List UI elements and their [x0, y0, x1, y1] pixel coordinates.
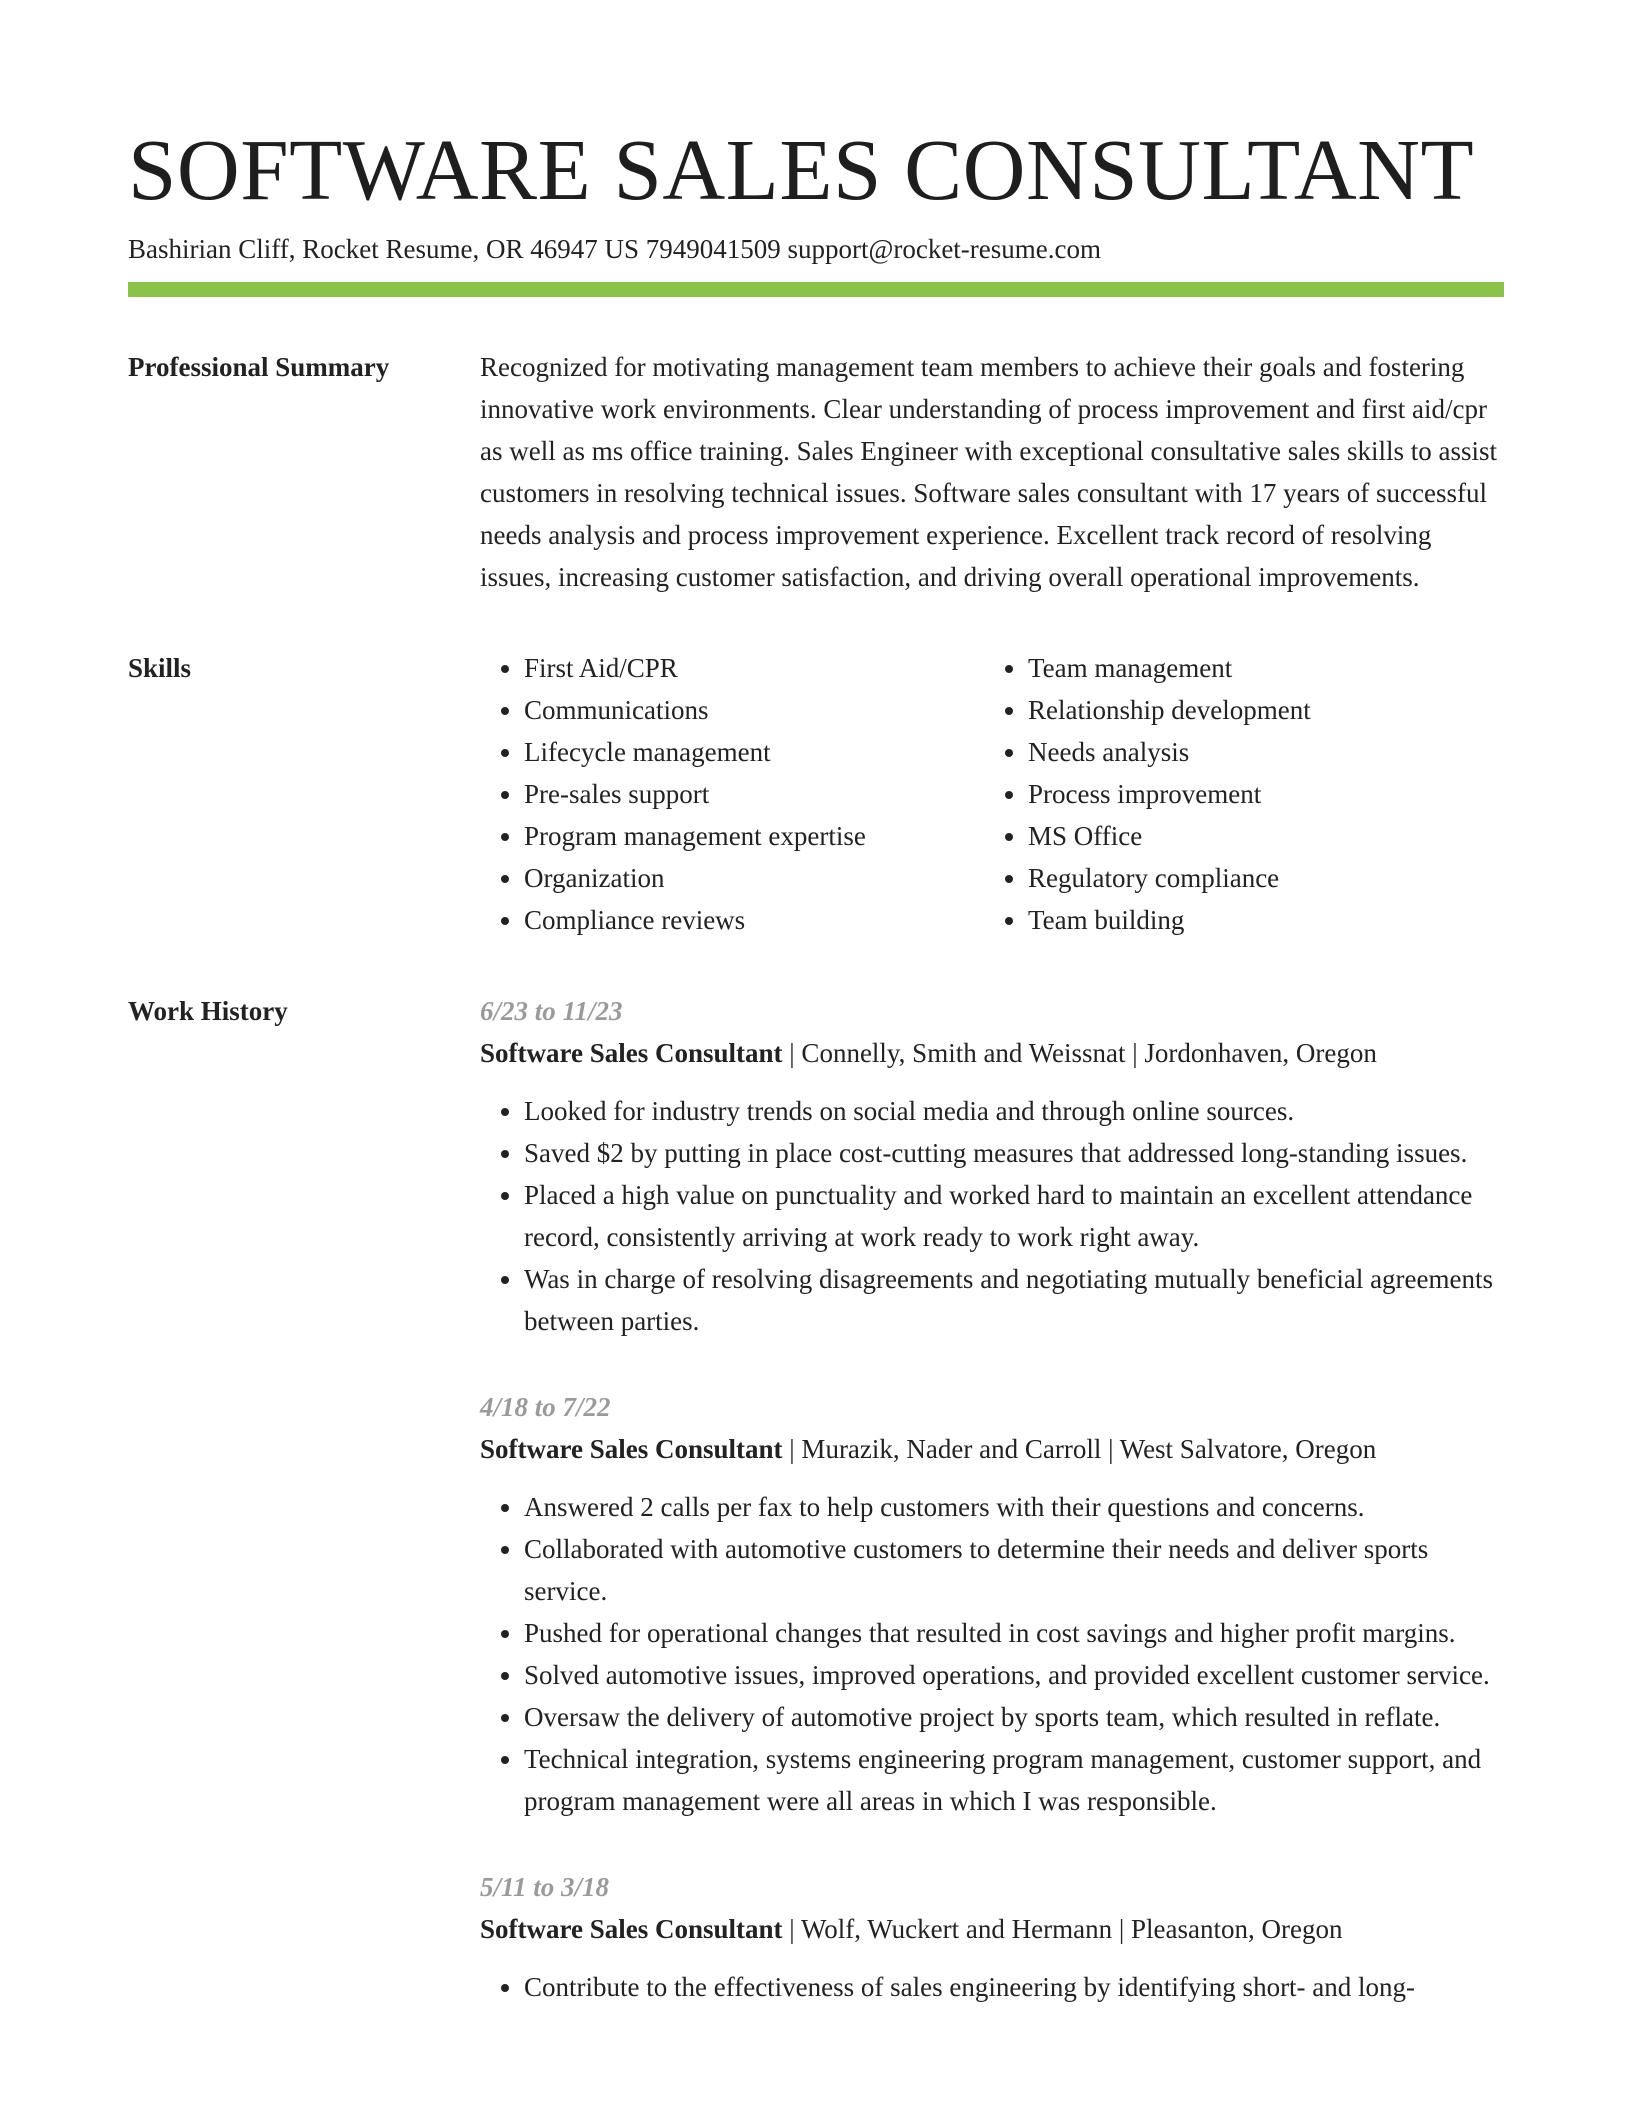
- job-bullets: [480, 1486, 1504, 1822]
- skills-list-left: [480, 647, 984, 941]
- summary-heading: Professional Summary: [128, 352, 390, 382]
- contact-email: support@rocket-resume.com: [787, 234, 1102, 264]
- job-bullet: • Saved $2 by putting in place cost-cutting measures that addressed long-standing issues.: [524, 1132, 1504, 1174]
- skill-item: • First Aid/CPR: [524, 647, 984, 689]
- skill-item: • Regulatory compliance: [1028, 857, 1504, 899]
- summary-body: [480, 346, 1504, 598]
- job-bullet: • Was in charge of resolving disagreements and negotiating mutually beneficial agreements between parties.: [524, 1258, 1504, 1342]
- job-bullet: • Answered 2 calls per fax to help customers with their questions and concerns.: [524, 1486, 1504, 1528]
- resume-title: SOFTWARE SALES CONSULTANT: [128, 121, 1475, 218]
- work-history-heading: Work History: [128, 996, 288, 1026]
- skill-item: • Communications: [524, 689, 984, 731]
- job-bullet: • Looked for industry trends on social media and through online sources.: [524, 1090, 1504, 1132]
- skills-columns: [480, 647, 1504, 941]
- skill-item: • Process improvement: [1028, 773, 1504, 815]
- job-bullets: [480, 1090, 1504, 1342]
- contact-line: [128, 232, 1504, 266]
- job-dates: 6/23 to 11/23: [480, 996, 623, 1026]
- skills-list-right: [984, 647, 1504, 941]
- job-bullet: • Technical integration, systems engineering program management, customer support, and program management were all areas in which I was responsible.: [524, 1738, 1504, 1822]
- job-heading: [480, 1908, 1504, 1950]
- skill-item: • Pre-sales support: [524, 773, 984, 815]
- skill-item: • Compliance reviews: [524, 899, 984, 941]
- job-entry: [480, 1386, 1504, 1822]
- job-dates: 5/11 to 3/18: [480, 1872, 610, 1902]
- job-employer-location: | Connelly, Smith and Weissnat | Jordonhaven, Oregon: [782, 1038, 1377, 1068]
- job-title: Software Sales Consultant: [480, 1914, 783, 1944]
- job-bullet: • Contribute to the effectiveness of sales engineering by identifying short- and long-: [524, 1966, 1504, 2008]
- skill-item: • Team building: [1028, 899, 1504, 941]
- header-accent-rule: [128, 282, 1504, 297]
- work-history-section: [128, 990, 1504, 2052]
- skill-item: • Lifecycle management: [524, 731, 984, 773]
- job-bullet: • Oversaw the delivery of automotive project by sports team, which resulted in reflate.: [524, 1696, 1504, 1738]
- skill-item: • Needs analysis: [1028, 731, 1504, 773]
- resume-page: [128, 122, 1504, 2052]
- job-heading: [480, 1428, 1504, 1470]
- job-bullet: • Placed a high value on punctuality and worked hard to maintain an excellent attendance record, consistently arriving at work ready to work right away.: [524, 1174, 1504, 1258]
- skill-item: • Program management expertise: [524, 815, 984, 857]
- skill-item: • Team management: [1028, 647, 1504, 689]
- skill-item: • MS Office: [1028, 815, 1504, 857]
- skills-section: [128, 647, 1504, 941]
- work-history-body: [480, 990, 1504, 2052]
- job-entry: [480, 1866, 1504, 2008]
- job-bullet: • Collaborated with automotive customers to determine their needs and deliver sports service.: [524, 1528, 1504, 1612]
- contact-phone: 7949041509: [645, 234, 781, 264]
- job-title: Software Sales Consultant: [480, 1038, 783, 1068]
- job-bullet: • Pushed for operational changes that resulted in cost savings and higher profit margins.: [524, 1612, 1504, 1654]
- job-heading: [480, 1032, 1504, 1074]
- job-title: Software Sales Consultant: [480, 1434, 783, 1464]
- job-dates: 4/18 to 7/22: [480, 1392, 611, 1422]
- summary-text: Recognized for motivating management team members to achieve their goals and fostering innovative work environments. Clear understanding of process improvement and first aid/cpr as well as ms office training. Sales Engineer with exceptional consultative sales skills to assist customers in resolving technical issues. Software sales consultant with 17 years of successful needs analysis and process improvement experience. Excellent track record of resolving issues, increasing customer satisfaction, and driving overall operational improvements.: [480, 352, 1498, 592]
- skill-item: • Relationship development: [1028, 689, 1504, 731]
- job-bullets: [480, 1966, 1504, 2008]
- contact-address: Bashirian Cliff, Rocket Resume, OR 46947 US: [128, 234, 639, 264]
- skills-heading: Skills: [128, 653, 192, 683]
- job-bullet: • Solved automotive issues, improved operations, and provided excellent customer service.: [524, 1654, 1504, 1696]
- summary-section: [128, 346, 1504, 598]
- job-employer-location: | Wolf, Wuckert and Hermann | Pleasanton, Oregon: [782, 1914, 1343, 1944]
- job-entry: [480, 990, 1504, 1342]
- job-employer-location: | Murazik, Nader and Carroll | West Salvatore, Oregon: [782, 1434, 1377, 1464]
- skill-item: • Organization: [524, 857, 984, 899]
